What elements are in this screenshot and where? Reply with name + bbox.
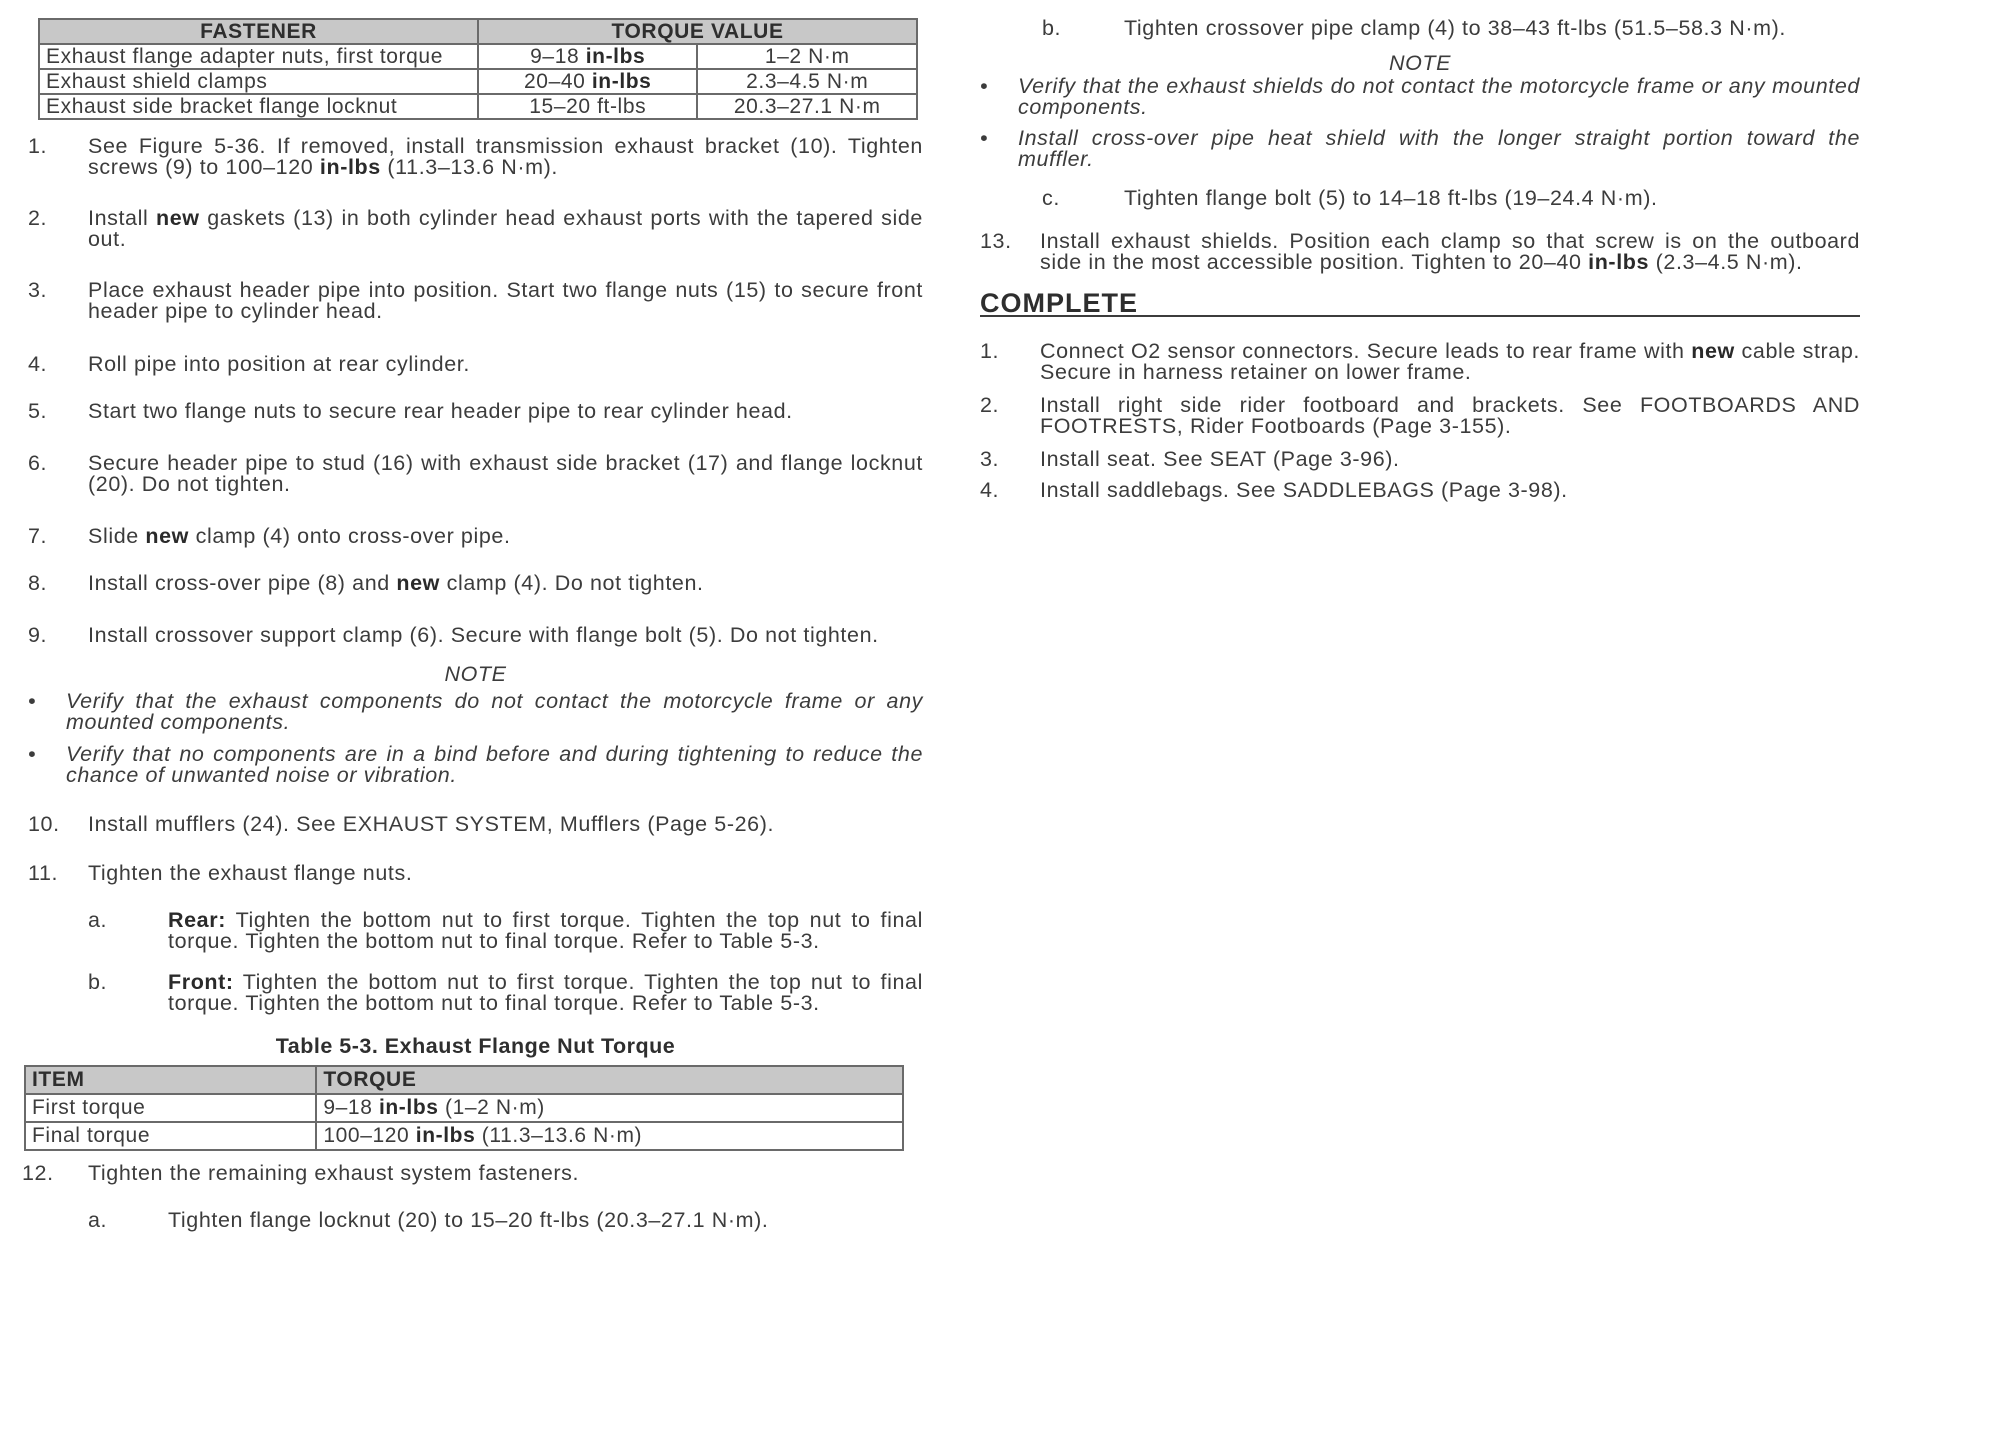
torque-imperial: 9–18 in-lbs	[478, 44, 697, 69]
step-5: 5. Start two flange nuts to secure rear header pipe to rear cylinder head.	[28, 399, 793, 423]
fastener-torque-table	[38, 18, 918, 120]
note-item: • Install cross-over pipe heat shield with the longer straight portion toward the muffler.	[980, 126, 1860, 171]
note-item: • Verify that the exhaust shields do not contact the motorcycle frame or any mounted components.	[980, 74, 1860, 119]
step-8: 8. Install cross-over pipe (8) and new clamp (4). Do not tighten.	[28, 571, 704, 595]
step-9: 9. Install crossover support clamp (6). Secure with flange bolt (5). Do not tighten.	[28, 623, 879, 647]
right-column	[980, 18, 1860, 501]
step-3: 3. Place exhaust header pipe into position. Start two flange nuts (15) to secure front header pipe to cylinder head.	[28, 278, 923, 323]
bullet-icon: •	[28, 742, 37, 766]
table-row: Final torque 100–120 in-lbs (11.3–13.6 N·m)	[25, 1122, 903, 1150]
note-item: • Verify that no components are in a bind before and during tightening to reduce the chance of unwanted noise or vibration.	[28, 742, 923, 787]
step-12: 12. Tighten the remaining exhaust system fasteners.	[22, 1161, 580, 1185]
step-6: 6. Secure header pipe to stud (16) with exhaust side bracket (17) and flange locknut (20). Do not tighten.	[28, 451, 923, 496]
section-heading-complete: COMPLETE	[980, 293, 1860, 317]
left-column	[22, 18, 923, 1232]
step-11b: b. Front: Tighten the bottom nut to first torque. Tighten the top nut to final torque. Tighten the bottom nut to final torque. Refer to Table 5-3.	[88, 970, 923, 1015]
bullet-icon: •	[980, 126, 989, 150]
exhaust-flange-nut-torque-table	[24, 1065, 904, 1151]
step-13: 13. Install exhaust shields. Position each clamp so that screw is on the outboard side in the most accessible position. Tighten to 20–40 in-lbs (2.3–4.5 N·m).	[980, 229, 1860, 274]
bullet-icon: •	[980, 74, 989, 98]
complete-step-2: 2. Install right side rider footboard and brackets. See FOOTBOARDS AND FOOTRESTS, Rider Footboards (Page 3-155).	[980, 393, 1860, 438]
fastener-name: Exhaust side bracket flange locknut	[39, 94, 478, 119]
fastener-name: Exhaust flange adapter nuts, first torque	[39, 44, 478, 69]
table-caption: Table 5-3. Exhaust Flange Nut Torque	[275, 1034, 676, 1058]
bullet-icon: •	[28, 689, 37, 713]
complete-step-4: 4. Install saddlebags. See SADDLEBAGS (Page 3-98).	[980, 478, 1568, 502]
column-header: FASTENER	[39, 19, 478, 44]
step-4: 4. Roll pipe into position at rear cylinder.	[28, 352, 470, 376]
table-row	[39, 69, 917, 94]
column-header: TORQUE	[316, 1066, 903, 1094]
note-title: NOTE	[1388, 51, 1452, 75]
step-11: 11. Tighten the exhaust flange nuts.	[28, 861, 413, 885]
note-item: • Verify that the exhaust components do not contact the motorcycle frame or any mounted components.	[28, 689, 923, 734]
note-title: NOTE	[444, 662, 507, 686]
step-2: 2. Install new gaskets (13) in both cylinder head exhaust ports with the tapered side out.	[28, 206, 923, 251]
step-12a: a. Tighten flange locknut (20) to 15–20 ft-lbs (20.3–27.1 N·m).	[88, 1208, 769, 1232]
column-header: TORQUE VALUE	[478, 19, 917, 44]
torque-metric: 2.3–4.5 N·m	[697, 69, 917, 94]
step-1: 1. See Figure 5-36. If removed, install transmission exhaust bracket (10). Tighten screws (9) to 100–120 in-lbs (11.3–13.6 N·m).	[28, 134, 923, 179]
step-11a: a. Rear: Tighten the bottom nut to first torque. Tighten the top nut to final torque. Tighten the bottom nut to final torque. Refer to Table 5-3.	[88, 908, 923, 953]
table-row	[39, 94, 917, 119]
fastener-name: Exhaust shield clamps	[39, 69, 478, 94]
step-12b: b. Tighten crossover pipe clamp (4) to 38–43 ft-lbs (51.5–58.3 N·m).	[1042, 16, 1786, 40]
table-header-row	[39, 19, 917, 44]
table-header-row	[25, 1066, 903, 1094]
torque-metric: 20.3–27.1 N·m	[697, 94, 917, 119]
table-row: First torque 9–18 in-lbs (1–2 N·m)	[25, 1094, 903, 1122]
step-12c: c. Tighten flange bolt (5) to 14–18 ft-lbs (19–24.4 N·m).	[1042, 186, 1658, 210]
column-header: ITEM	[25, 1066, 316, 1094]
step-7: 7. Slide new clamp (4) onto cross-over pipe.	[28, 524, 511, 548]
torque-metric: 1–2 N·m	[697, 44, 917, 69]
table-row	[39, 44, 917, 69]
step-10: 10. Install mufflers (24). See EXHAUST SYSTEM, Mufflers (Page 5-26).	[28, 812, 775, 836]
note-box	[28, 664, 923, 786]
torque-imperial: 20–40 in-lbs	[478, 69, 697, 94]
complete-step-1: 1. Connect O2 sensor connectors. Secure leads to rear frame with new cable strap. Secure in harness retainer on lower frame.	[980, 339, 1860, 384]
note-box	[980, 53, 1860, 170]
torque-imperial: 15–20 ft-lbs	[478, 94, 697, 119]
complete-step-3: 3. Install seat. See SEAT (Page 3-96).	[980, 447, 1400, 471]
